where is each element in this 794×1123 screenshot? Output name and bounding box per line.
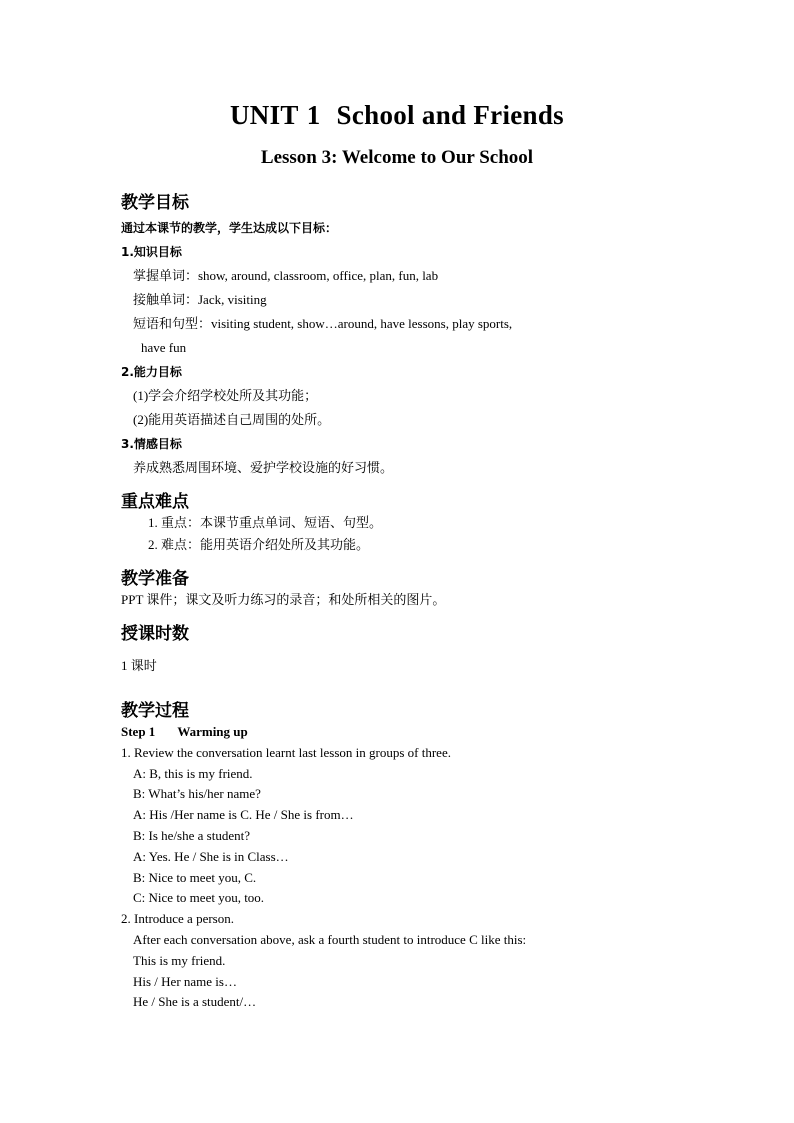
contact-words: 接触单词：Jack, visiting bbox=[133, 292, 267, 307]
phrases-line-1: 短语和句型：visiting student, show…around, have lessons, play sports, bbox=[133, 316, 513, 331]
dialog-line: B: Nice to meet you, C. bbox=[133, 870, 257, 885]
intro-line: This is my friend. bbox=[133, 953, 226, 968]
unit-name: School and Friends bbox=[336, 100, 564, 130]
dialog-line: A: B, this is my friend. bbox=[133, 766, 253, 781]
process-item-1: 1. Review the conversation learnt last lesson in groups of three. bbox=[121, 745, 451, 760]
knowledge-heading: 1.知识目标 bbox=[121, 245, 182, 259]
section-heading-key-points: 重点难点 bbox=[121, 492, 189, 512]
goals-intro: 通过本课节的教学，学生达成以下目标： bbox=[121, 221, 338, 235]
dialog-line: A: Yes. He / She is in Class… bbox=[133, 849, 289, 864]
ability-heading: 2.能力目标 bbox=[121, 365, 182, 379]
intro-line: He / She is a student/… bbox=[133, 994, 257, 1009]
emotion-item-1: 养成熟悉周围环境、爱护学校设施的好习惯。 bbox=[133, 460, 394, 475]
dialog-line: C: Nice to meet you, too. bbox=[133, 890, 265, 905]
unit-number: 1 bbox=[306, 100, 321, 130]
process-item-2: 2. Introduce a person. bbox=[121, 911, 234, 926]
dialog-line: A: His /Her name is C. He / She is from… bbox=[133, 807, 354, 822]
dialog-line: B: What’s his/her name? bbox=[133, 786, 261, 801]
step-name: Warming up bbox=[177, 724, 248, 739]
dialog-line: B: Is he/she a student? bbox=[133, 828, 250, 843]
ability-item-2: (2)能用英语描述自己周围的处所。 bbox=[133, 412, 331, 427]
section-heading-preparation: 教学准备 bbox=[121, 569, 189, 589]
section-heading-hours: 授课时数 bbox=[121, 624, 189, 644]
unit-word: UNIT bbox=[230, 100, 299, 130]
lesson-title: Lesson 3: Welcome to Our School bbox=[260, 147, 534, 168]
master-words: 掌握单词：show, around, classroom, office, plan, fun, lab bbox=[133, 268, 439, 283]
preparation-text: PPT 课件；课文及听力练习的录音；和处所相关的图片。 bbox=[121, 592, 446, 607]
hours-text: 1 课时 bbox=[121, 658, 157, 673]
step-1-title bbox=[121, 724, 248, 740]
emotion-heading: 3.情感目标 bbox=[121, 437, 182, 451]
section-heading-goals: 教学目标 bbox=[121, 193, 189, 213]
intro-line: His / Her name is… bbox=[133, 974, 237, 989]
item-2-intro: After each conversation above, ask a fourth student to introduce C like this: bbox=[133, 932, 527, 947]
phrases-line-2: have fun bbox=[141, 340, 187, 355]
step-label: Step 1 bbox=[121, 724, 156, 739]
section-heading-process: 教学过程 bbox=[121, 701, 189, 721]
ability-item-1: (1)学会介绍学校处所及其功能； bbox=[133, 388, 318, 403]
key-point-2: 2. 难点：能用英语介绍处所及其功能。 bbox=[148, 537, 370, 552]
key-point-1: 1. 重点：本课节重点单词、短语、句型。 bbox=[148, 515, 383, 530]
unit-title bbox=[0, 100, 794, 131]
